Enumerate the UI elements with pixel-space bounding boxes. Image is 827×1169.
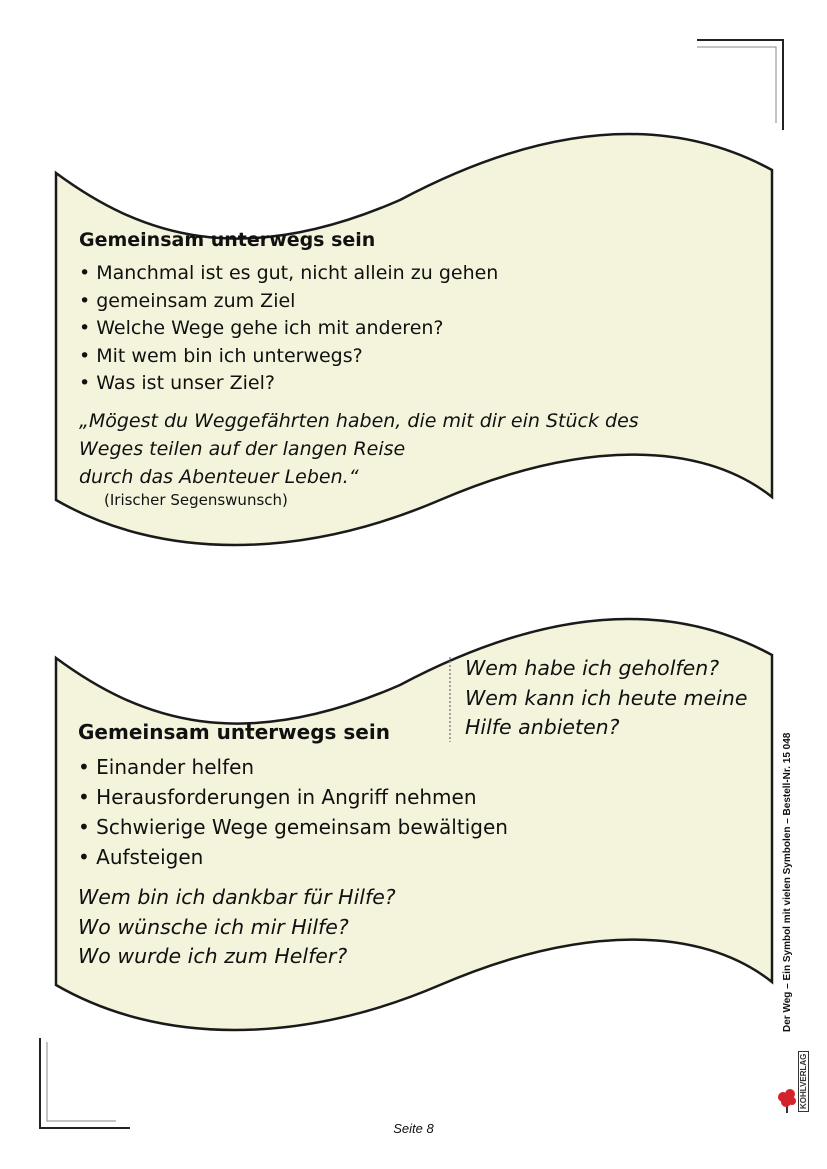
list-item: • Aufsteigen: [78, 842, 508, 872]
list-item: • Was ist unser Ziel?: [79, 370, 498, 398]
card2-questions: [78, 883, 396, 972]
publisher-logo: [776, 1040, 812, 1115]
card1-attribution: (Irischer Segenswunsch): [104, 491, 288, 509]
list-item: • Einander helfen: [78, 752, 508, 782]
list-item: • Schwierige Wege gemeinsam bewältigen: [78, 812, 508, 842]
list-item: • Manchmal ist es gut, nicht allein zu gehen: [79, 260, 498, 288]
card1-title: Gemeinsam unterwegs sein: [79, 229, 376, 251]
quote-line: durch das Abenteuer Leben.“: [79, 466, 359, 488]
question: Wo wünsche ich mir Hilfe?: [78, 914, 349, 939]
list-item: • Mit wem bin ich unterwegs?: [79, 343, 498, 371]
card2-bullet-list: [78, 752, 508, 872]
quote-line: Weges teilen auf der langen Reise: [79, 438, 406, 460]
card2-title: Gemeinsam unterwegs sein: [78, 720, 390, 744]
list-item: • gemeinsam zum Ziel: [79, 288, 498, 316]
side-question: Wem habe ich geholfen?: [465, 656, 720, 680]
side-question: Hilfe anbieten?: [465, 715, 620, 739]
quote-line: „Mögest du Weggefährten haben, die mit dir ein Stück des: [79, 410, 639, 432]
publisher-name: KOHLVERLAG: [798, 1051, 809, 1112]
card2-side-questions: [465, 654, 747, 743]
side-question: Wem kann ich heute meine: [465, 685, 748, 710]
list-item: • Welche Wege gehe ich mit anderen?: [79, 315, 498, 343]
tree-icon: [776, 1085, 798, 1115]
page-number: Seite 8: [393, 1121, 434, 1136]
sidebar-order-info: Der Weg – Ein Symbol mit vielen Symbolen – Bestell-Nr. 15 048: [782, 732, 793, 1032]
question: Wem bin ich dankbar für Hilfe?: [78, 885, 396, 909]
list-item: • Herausforderungen in Angriff nehmen: [78, 782, 508, 812]
question: Wo wurde ich zum Helfer?: [78, 944, 348, 968]
